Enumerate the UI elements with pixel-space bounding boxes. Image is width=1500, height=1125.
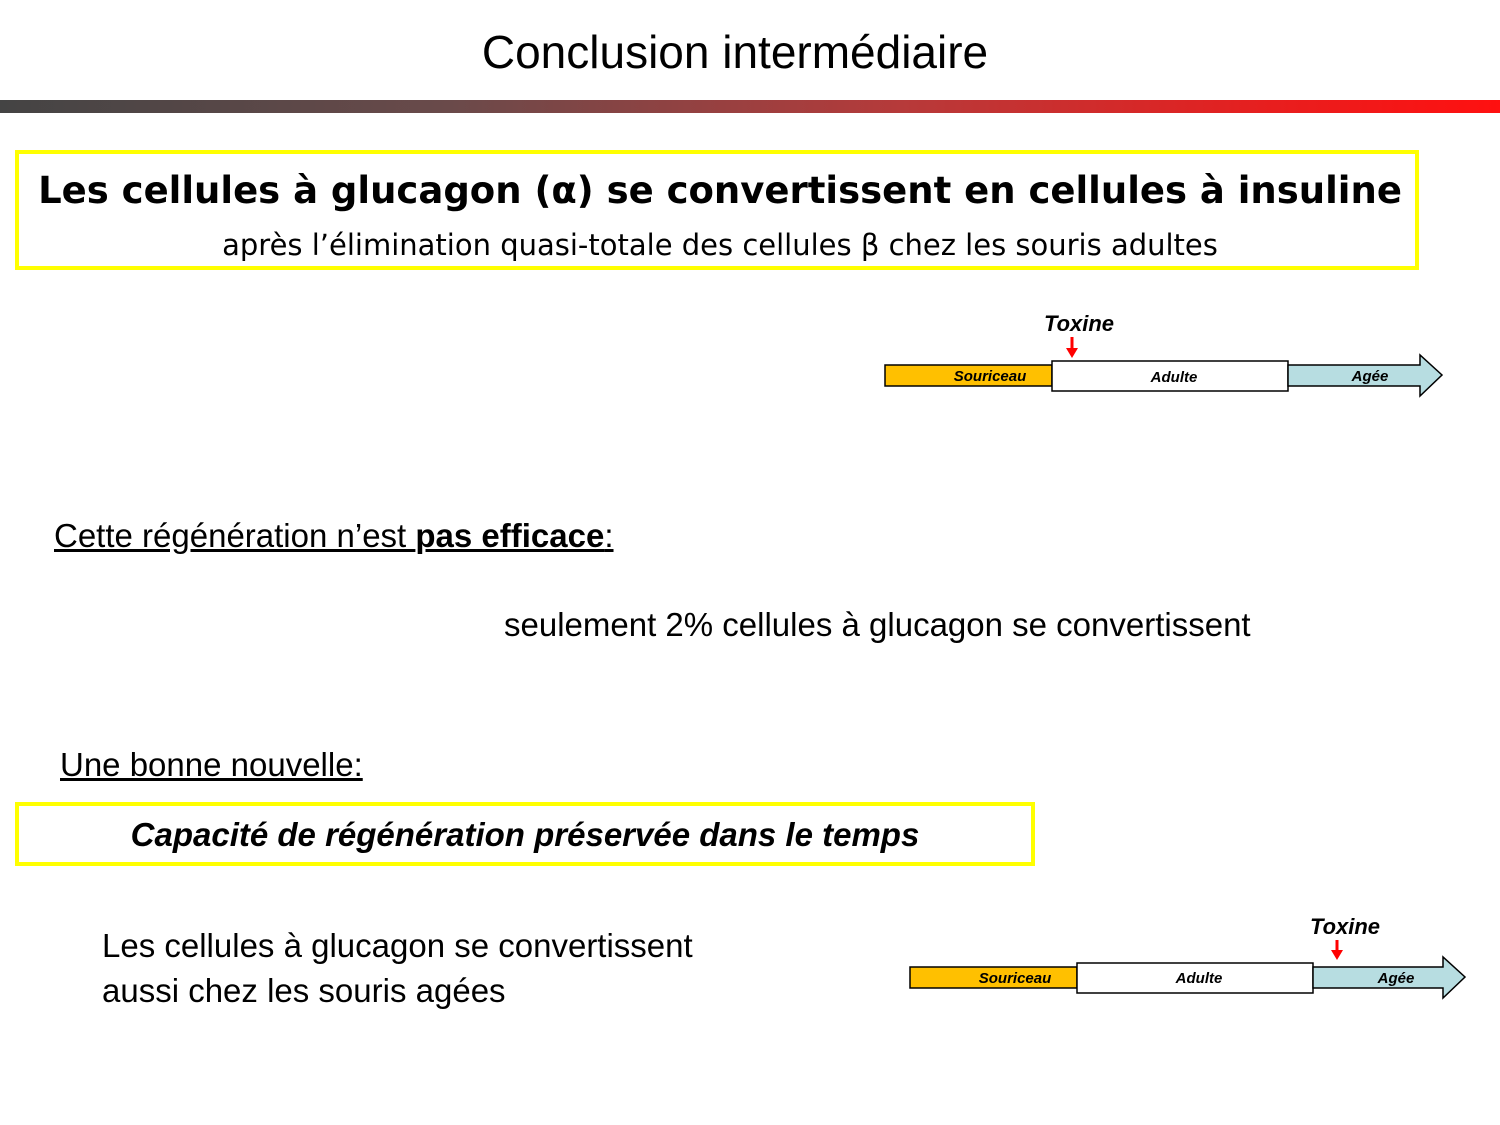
stage-label-agee: Agée: [1377, 970, 1415, 987]
stage-label-agee: Agée: [1351, 368, 1389, 385]
key-finding-sub: après l’élimination quasi-totale des cellules β chez les souris adultes: [222, 228, 1218, 262]
stage-label-souriceau: Souriceau: [953, 368, 1027, 385]
preserved-capacity-text: Capacité de régénération préservée dans le temps: [130, 816, 920, 853]
toxin-label: Toxine: [1043, 311, 1115, 336]
page-title: Conclusion intermédiaire: [481, 26, 989, 78]
toxin-label: Toxine: [1309, 914, 1381, 939]
key-finding-main: Les cellules à glucagon (α) se convertissent en cellules à insuline: [38, 169, 1402, 212]
stage-label-adulte: Adulte: [1150, 369, 1198, 386]
aged-conversion-line2: aussi chez les souris agées: [102, 972, 506, 1009]
efficacy-prefix: Cette régénération n’est: [54, 517, 416, 554]
stage-label-adulte: Adulte: [1175, 970, 1223, 987]
efficacy-detail: seulement 2% cellules à glucagon se convertissent: [504, 606, 1251, 643]
efficacy-suffix: :: [604, 517, 614, 554]
good-news-heading: Une bonne nouvelle:: [60, 746, 363, 783]
stage-label-souriceau: Souriceau: [978, 970, 1052, 987]
toxin-arrow: [1331, 940, 1343, 960]
efficacy-bold: pas efficace: [415, 517, 605, 554]
aged-conversion-line1: Les cellules à glucagon se convertissent: [102, 927, 693, 964]
